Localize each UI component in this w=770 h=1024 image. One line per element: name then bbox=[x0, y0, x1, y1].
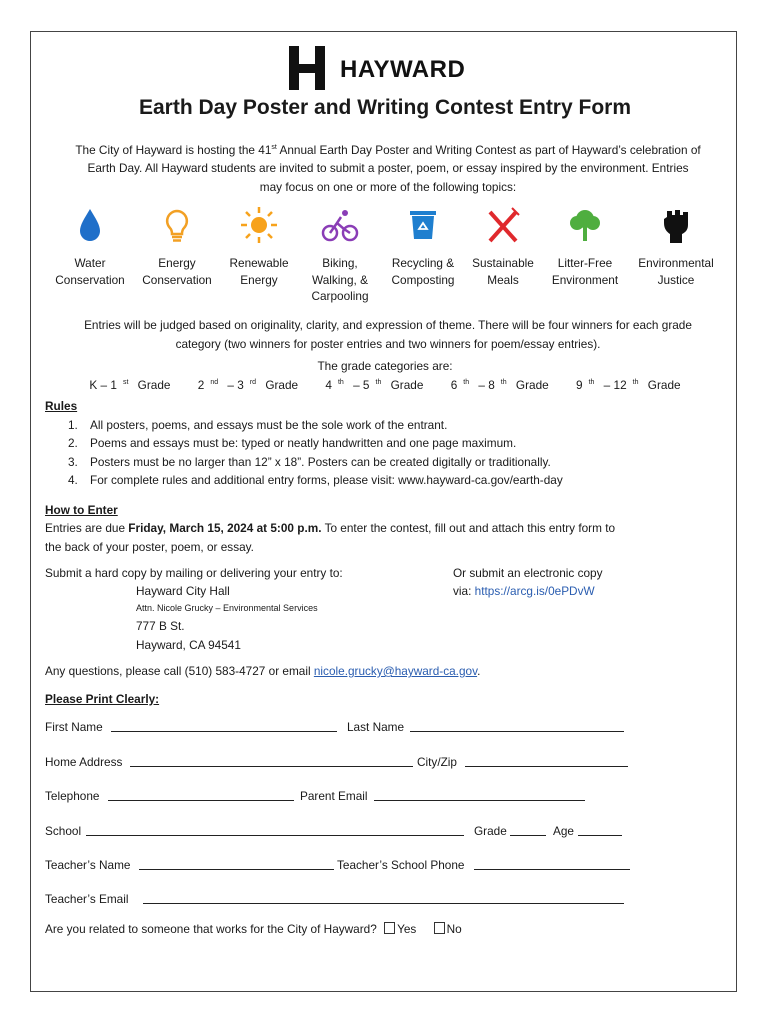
home-address-label: Home Address bbox=[45, 755, 123, 769]
bicycle-icon bbox=[318, 203, 362, 247]
parent-email-field[interactable] bbox=[374, 789, 585, 801]
telephone-field[interactable] bbox=[108, 789, 294, 801]
city-zip-field[interactable] bbox=[465, 755, 628, 767]
rule-item: 2. Poems and essays must be: typed or neatly handwritten and one page maximum. bbox=[68, 436, 517, 450]
questions-text: Any questions, please call (510) 583-4727 or email nicole.grucky@hayward-ca.gov. bbox=[45, 664, 481, 678]
teacher-name-label: Teacher’s Name bbox=[45, 858, 131, 872]
grade-category: 4 $^{th}$ – 5 $^{th}$ Grade bbox=[325, 378, 424, 392]
topic-sustainable-meals: Sustainable Meals bbox=[472, 256, 534, 287]
teacher-name-field[interactable] bbox=[139, 858, 334, 870]
topic-litter-free-environment: Litter-Free Environment bbox=[551, 256, 619, 287]
no-checkbox[interactable] bbox=[434, 922, 445, 934]
judging-paragraph: Entries will be judged based on originality, clarity, and expression of theme. There will be four winners for each grade category (two winners for poster entries and two winners for poem/essay entries). bbox=[84, 318, 692, 351]
print-clearly-heading: Please Print Clearly: bbox=[45, 692, 160, 706]
age-label: Age bbox=[553, 824, 574, 838]
school-field[interactable] bbox=[86, 824, 464, 836]
grade-category: 6 $^{th}$ – 8 $^{th}$ Grade bbox=[450, 378, 549, 392]
submission-link[interactable]: https://arcg.is/0ePDvW bbox=[474, 584, 595, 598]
yes-checkbox[interactable] bbox=[384, 922, 395, 934]
teacher-email-field[interactable] bbox=[143, 892, 624, 904]
grade-categories-list bbox=[0, 378, 770, 392]
sun-icon bbox=[237, 203, 281, 247]
logo-text: HAYWARD bbox=[340, 56, 466, 83]
mail-intro: Submit a hard copy by mailing or delivering your entry to: bbox=[45, 566, 343, 580]
topic-water-conservation: Water Conservation bbox=[55, 256, 125, 287]
telephone-label: Telephone bbox=[45, 789, 100, 803]
yes-label: Yes bbox=[397, 922, 417, 936]
grade-category: K – 1 $^{st}$ Grade bbox=[89, 378, 171, 392]
grade-field[interactable] bbox=[510, 824, 546, 836]
due-date-text: Entries are due Friday, March 15, 2024 at 5:00 p.m. To enter the contest, fill out and attach this entry form to bbox=[45, 521, 616, 535]
recycling-bin-icon bbox=[401, 203, 445, 247]
due-date: Friday, March 15, 2024 at 5:00 p.m. bbox=[128, 521, 322, 535]
school-label: School bbox=[45, 824, 82, 838]
intro-paragraph: The City of Hayward is hosting the 41st Annual Earth Day Poster and Writing Contest as part of Hayward’s celebration of Earth Day. All Hayward students are invited to submit a poster, poem, or essay inspired by the environment. Entries may focus on one or more of the following topics: bbox=[75, 142, 701, 194]
teacher-phone-field[interactable] bbox=[474, 858, 630, 870]
fork-knife-icon bbox=[481, 203, 525, 247]
teacher-email-label: Teacher’s Email bbox=[45, 892, 129, 906]
address-city: Hayward, CA 94541 bbox=[136, 638, 241, 652]
contact-email-link[interactable]: nicole.grucky@hayward-ca.gov bbox=[313, 664, 478, 678]
rule-item: 4. For complete rules and additional entry forms, please visit: www.hayward-ca.gov/earth-day bbox=[68, 473, 563, 487]
lightbulb-icon bbox=[155, 203, 199, 247]
electronic-intro: Or submit an electronic copy bbox=[453, 566, 603, 580]
electronic-submission: via: https://arcg.is/0ePDvW bbox=[453, 584, 595, 598]
hayward-logo bbox=[287, 44, 487, 94]
attach-instructions: the back of your poster, poem, or essay. bbox=[45, 540, 254, 554]
last-name-field[interactable] bbox=[410, 720, 624, 732]
topic-renewable-energy: Renewable Energy bbox=[229, 256, 289, 287]
tree-icon bbox=[563, 203, 607, 247]
first-name-field[interactable] bbox=[111, 720, 337, 732]
address-street: 777 B St. bbox=[136, 619, 185, 633]
rule-item: 3. Posters must be no larger than 12” x 18”. Posters can be created digitally or traditionally. bbox=[68, 455, 551, 469]
first-name-label: First Name bbox=[45, 720, 103, 734]
last-name-label: Last Name bbox=[347, 720, 405, 734]
water-drop-icon bbox=[68, 203, 112, 247]
grade-categories-heading: The grade categories are: bbox=[317, 359, 453, 373]
address-attn: Attn. Nicole Grucky – Environmental Services bbox=[136, 603, 318, 613]
age-field[interactable] bbox=[578, 824, 622, 836]
hayward-h-logo-icon bbox=[287, 44, 327, 92]
how-to-enter-heading: How to Enter bbox=[45, 503, 118, 517]
topic-environmental-justice: Environmental Justice bbox=[638, 256, 714, 287]
page-title: Earth Day Poster and Writing Contest Entry Form bbox=[138, 96, 631, 119]
parent-email-label: Parent Email bbox=[300, 789, 368, 803]
raised-fist-icon bbox=[654, 203, 698, 247]
rule-item: 1. All posters, poems, and essays must be the sole work of the entrant. bbox=[68, 418, 448, 432]
grade-label: Grade bbox=[474, 824, 507, 838]
city-zip-label: City/Zip bbox=[417, 755, 457, 769]
teacher-phone-label: Teacher’s School Phone bbox=[337, 858, 465, 872]
grade-category: 9 $^{th}$ – 12 $^{th}$ Grade bbox=[576, 378, 681, 392]
no-label: No bbox=[446, 922, 462, 936]
topic-biking-walking-carpooling: Biking, Walking, & Carpooling bbox=[311, 256, 369, 303]
address-line-1: Hayward City Hall bbox=[136, 584, 230, 598]
rules-heading: Rules bbox=[45, 399, 78, 413]
grade-category: 2 $^{nd}$ – 3 $^{rd}$ Grade bbox=[197, 378, 299, 392]
topic-recycling-composting: Recycling & Composting bbox=[391, 256, 455, 287]
topic-energy-conservation: Energy Conservation bbox=[142, 256, 212, 287]
related-question: Are you related to someone that works for the City of Hayward? Yes No bbox=[45, 922, 462, 936]
home-address-field[interactable] bbox=[130, 755, 413, 767]
